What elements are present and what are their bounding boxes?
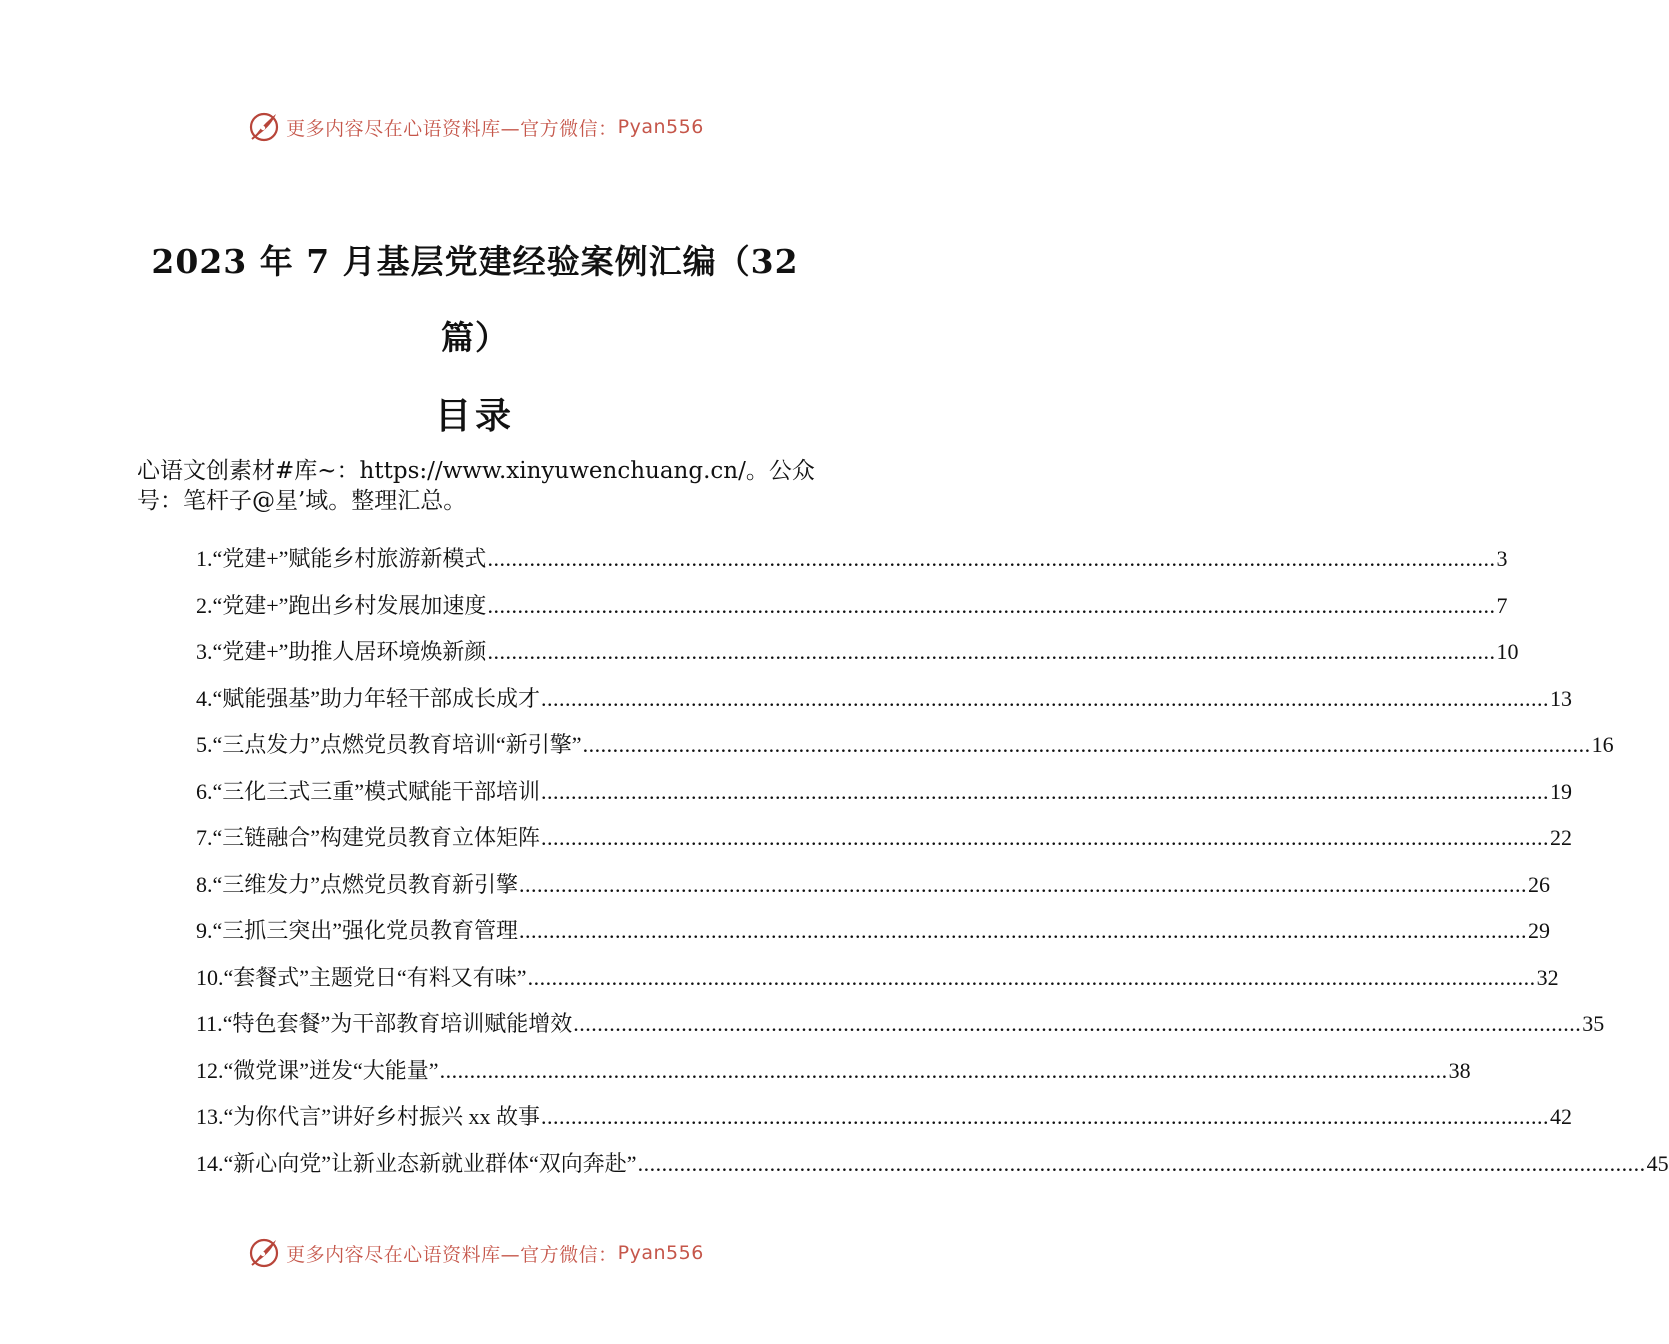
toc-entry-number: 5. — [196, 732, 213, 757]
toc-entry-number: 1. — [196, 546, 213, 571]
toc-leader-dots — [487, 593, 1495, 619]
toc-leader-dots — [541, 1104, 1549, 1130]
banner-wechat-id: Pyan556 — [617, 116, 704, 138]
toc-entry-number: 6. — [196, 778, 213, 804]
toc-entry[interactable] — [196, 728, 1614, 775]
toc-leader-dots — [541, 686, 1549, 712]
toc-leader-dots — [541, 779, 1549, 805]
document-title-line1: 2023 年 7 月基层党建经验案例汇编（32 — [151, 242, 799, 281]
toc-leader-dots — [519, 872, 1527, 898]
toc-entry-title[interactable]: “党建+”赋能乡村旅游新模式 — [212, 546, 487, 571]
toc-entry-title[interactable]: “为你代言”讲好乡村振兴 xx 故事 — [223, 1104, 541, 1129]
toc-leader-dots — [573, 1011, 1581, 1037]
banner-text: 更多内容尽在心语资料库—官方微信： — [286, 117, 618, 140]
banner-wechat-id: Pyan556 — [617, 1242, 704, 1264]
toc-entry-page[interactable]: 7 — [1496, 592, 1508, 618]
toc-leader-dots — [440, 1058, 1448, 1084]
toc-entry-number: 2. — [196, 592, 213, 618]
toc-entry-page[interactable]: 29 — [1528, 918, 1551, 943]
toc-entry-title[interactable]: “特色套餐”为干部教育培训赋能增效 — [222, 1011, 573, 1036]
toc-leader-dots — [638, 1151, 1646, 1177]
toc-entry-title[interactable]: “三化三式三重”模式赋能干部培训 — [212, 778, 541, 804]
toc-entry[interactable] — [196, 1147, 1669, 1194]
toc-entry-number: 13. — [196, 1104, 224, 1129]
toc-entry-page[interactable]: 38 — [1448, 1057, 1471, 1083]
toc-entry-title[interactable]: “党建+”跑出乡村发展加速度 — [212, 592, 487, 618]
toc-entry-title[interactable]: “党建+”助推人居环境焕新颜 — [212, 639, 487, 664]
toc-entry-title[interactable]: “微党课”迸发“大能量” — [223, 1057, 439, 1083]
toc-entry-number: 4. — [196, 685, 213, 711]
toc-entry[interactable] — [196, 868, 1551, 915]
banner-text: 更多内容尽在心语资料库—官方微信： — [286, 1243, 618, 1266]
quill-seal-icon — [246, 109, 282, 145]
footer-banner — [0, 1233, 950, 1273]
toc-entry-title[interactable]: “三点发力”点燃党员教育培训“新引擎” — [212, 732, 582, 757]
quill-seal-icon — [246, 1235, 282, 1271]
toc-entry-number: 10. — [196, 964, 224, 990]
toc-entry-number: 12. — [196, 1057, 224, 1083]
toc-leader-dots — [583, 732, 1591, 758]
toc-entry-page[interactable]: 10 — [1496, 639, 1519, 664]
toc-entry[interactable] — [196, 961, 1559, 1008]
toc-entry[interactable] — [196, 914, 1551, 961]
toc-entry-page[interactable]: 3 — [1496, 546, 1508, 571]
header-banner — [0, 107, 950, 147]
toc-heading: 目录 — [434, 395, 515, 437]
table-of-contents — [196, 542, 1669, 1193]
toc-entry[interactable] — [196, 775, 1573, 822]
toc-entry[interactable] — [196, 821, 1573, 868]
toc-entry-page[interactable]: 19 — [1550, 778, 1573, 804]
toc-entry-page[interactable]: 13 — [1550, 685, 1573, 711]
toc-entry-page[interactable]: 32 — [1536, 964, 1559, 990]
document-title-line2: 篇） — [441, 318, 509, 357]
source-note: 心语文创素材#库~：https://www.xinyuwenchuang.cn/。公众号：笔杆子@星’域。整理汇总。 — [137, 458, 815, 514]
toc-entry[interactable] — [196, 542, 1508, 589]
toc-entry[interactable] — [196, 1054, 1471, 1101]
toc-entry-title[interactable]: “三维发力”点燃党员教育新引擎 — [212, 871, 519, 897]
toc-entry[interactable] — [196, 1007, 1605, 1054]
toc-entry[interactable] — [196, 1100, 1573, 1147]
toc-entry[interactable] — [196, 682, 1573, 729]
toc-entry-number: 11. — [196, 1011, 223, 1036]
toc-entry-page[interactable]: 42 — [1550, 1104, 1573, 1129]
toc-entry-number: 8. — [196, 871, 213, 897]
toc-entry-title[interactable]: “三抓三突出”强化党员教育管理 — [212, 918, 519, 943]
toc-entry[interactable] — [196, 589, 1508, 636]
toc-leader-dots — [487, 639, 1495, 665]
toc-entry-title[interactable]: “赋能强基”助力年轻干部成长成才 — [212, 685, 541, 711]
toc-entry-page[interactable]: 45 — [1646, 1150, 1669, 1176]
toc-entry-page[interactable]: 35 — [1582, 1011, 1605, 1036]
toc-leader-dots — [528, 965, 1536, 991]
toc-entry-number: 7. — [196, 825, 213, 850]
toc-entry-title[interactable]: “三链融合”构建党员教育立体矩阵 — [212, 825, 541, 850]
toc-entry-page[interactable]: 22 — [1550, 825, 1573, 850]
toc-leader-dots — [541, 825, 1549, 851]
toc-entry-title[interactable]: “套餐式”主题党日“有料又有味” — [223, 964, 527, 990]
toc-entry[interactable] — [196, 635, 1519, 682]
toc-leader-dots — [487, 546, 1495, 572]
toc-entry-page[interactable]: 16 — [1591, 732, 1614, 757]
toc-entry-number: 3. — [196, 639, 213, 664]
toc-entry-number: 9. — [196, 918, 213, 943]
toc-entry-number: 14. — [196, 1150, 224, 1176]
toc-leader-dots — [519, 918, 1527, 944]
toc-entry-page[interactable]: 26 — [1528, 871, 1551, 897]
toc-entry-title[interactable]: “新心向党”让新业态新就业群体“双向奔赴” — [223, 1150, 637, 1176]
